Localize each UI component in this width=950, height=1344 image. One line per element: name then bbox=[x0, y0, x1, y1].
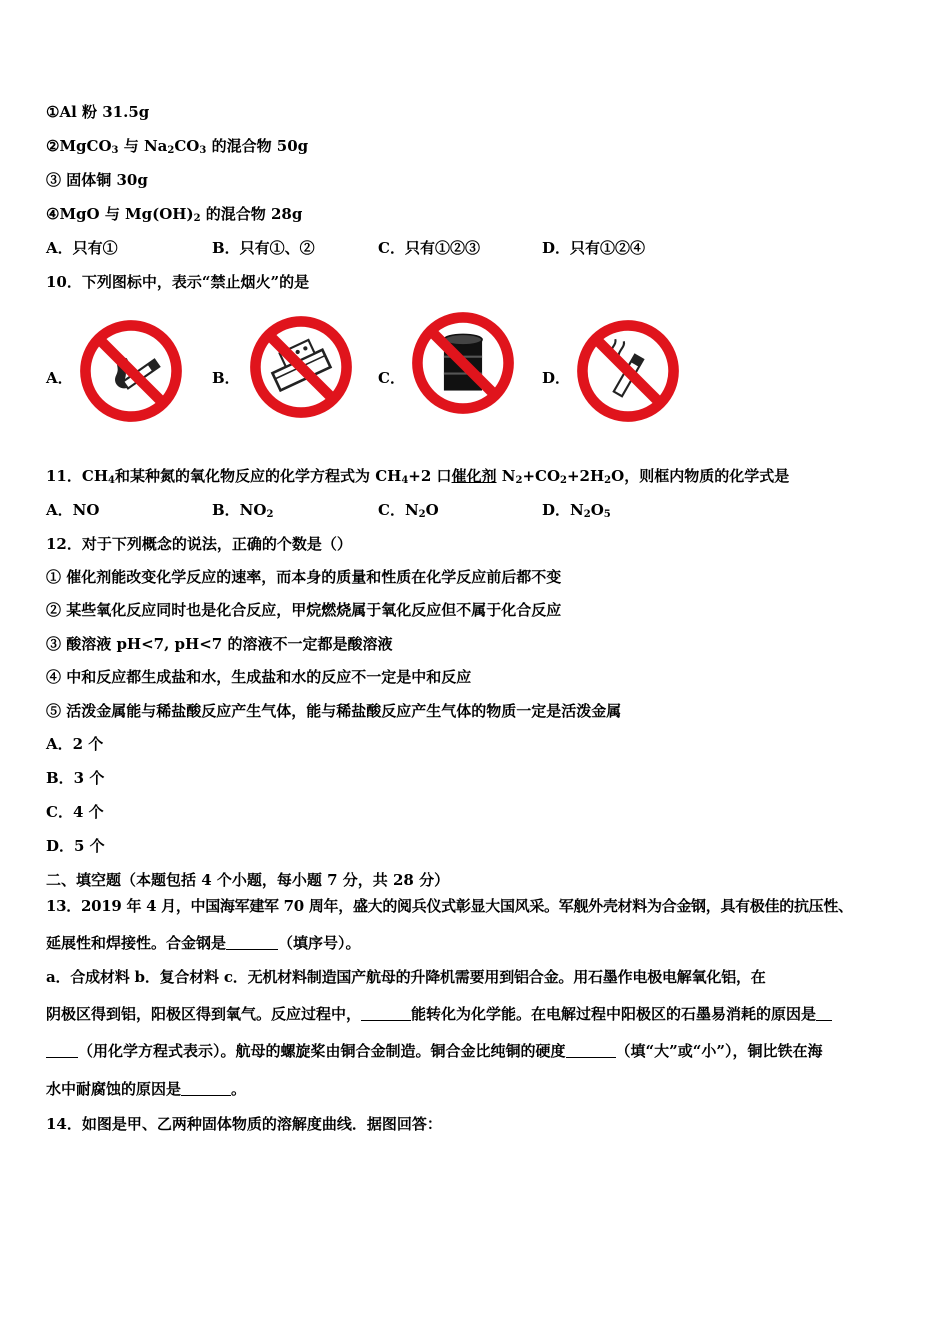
q13-line-5: （用化学方程式表示）。航母的螺旋桨由铜合金制造。铜合金比纯铜的硬度 （填“大”或“小”），铜比铁在海 bbox=[46, 1041, 823, 1061]
catalyst-label: 催化剂 bbox=[451, 467, 497, 485]
q10-label-d: D． bbox=[542, 369, 571, 387]
q9-option-b: B．只有①、② bbox=[212, 239, 315, 257]
answer-blank bbox=[361, 1006, 411, 1021]
q9-item-1: ①Al 粉 31.5g bbox=[46, 103, 150, 121]
q13-line-2: 延展性和焊接性。合金钢是 （填序号）。 bbox=[46, 934, 361, 952]
q11-stem: 11．$CH_4$和某种氮的氧化物反应的化学方程式为 $CH_4+2$ 口催化剂 $N_2+CO_2+2H_2O$，则框内物质的化学式是 bbox=[46, 467, 790, 486]
q12-option-a: A．2 个 bbox=[46, 735, 104, 753]
q12-item-5: ⑤ 活泼金属能与稀盐酸反应产生气体，能与稀盐酸反应产生气体的物质一定是活泼金属 bbox=[46, 702, 622, 720]
no-oil-drum-icon bbox=[410, 310, 516, 416]
no-smoking-fire-icon bbox=[78, 318, 184, 424]
q12-option-b: B．3 个 bbox=[46, 769, 105, 787]
q10-label-c: C． bbox=[378, 369, 405, 387]
no-matches-icon bbox=[248, 314, 354, 420]
q10-label-b: B． bbox=[212, 369, 240, 387]
q12-item-4: ④ 中和反应都生成盐和水，生成盐和水的反应不一定是中和反应 bbox=[46, 668, 472, 686]
q11-option-d: D．$N_2O_5$ bbox=[542, 501, 611, 520]
q11-option-c: C．$N_2O$ bbox=[378, 501, 439, 520]
q11-option-b: B．$NO_2$ bbox=[212, 501, 274, 520]
q9-option-a: A．只有① bbox=[46, 239, 118, 257]
q9-item-4: ④MgO 与 $Mg(OH)_2$ 的混合物 28g bbox=[46, 205, 303, 224]
q9-item-3: ③ 固体铜 30g bbox=[46, 171, 148, 189]
q10-label-a: A． bbox=[46, 369, 73, 387]
q12-item-3: ③ 酸溶液 pH<7, pH<7 的溶液不一定都是酸溶液 bbox=[46, 635, 393, 653]
q9-option-d: D．只有①②④ bbox=[542, 239, 646, 257]
q12-option-d: D．5 个 bbox=[46, 837, 105, 855]
q10-stem: 10．下列图标中，表示“禁止烟火”的是 bbox=[46, 273, 310, 291]
q13-line-3: a．合成材料 b．复合材料 c．无机材料制造国产航母的升降机需要用到铝合金。用石墨作电极电解氧化铝，在 bbox=[46, 968, 766, 986]
q12-item-1: ① 催化剂能改变化学反应的速率，而本身的质量和性质在化学反应前后都不变 bbox=[46, 568, 562, 586]
q13-line-6: 水中耐腐蚀的原因是 。 bbox=[46, 1080, 247, 1098]
answer-blank bbox=[46, 1043, 78, 1058]
q9-option-c: C．只有①②③ bbox=[378, 239, 480, 257]
q12-stem: 12．对于下列概念的说法，正确的个数是（） bbox=[46, 535, 352, 553]
q12-option-c: C．4 个 bbox=[46, 803, 104, 821]
q13-line-4: 阴极区得到铝，阳极区得到氧气。反应过程中， 能转化为化学能。在电解过程中阳极区的石墨易消耗的原因是 bbox=[46, 1004, 832, 1024]
answer-blank bbox=[181, 1081, 231, 1096]
q11-option-a: A．NO bbox=[46, 501, 100, 519]
answer-blank bbox=[226, 935, 278, 950]
answer-blank bbox=[566, 1043, 616, 1058]
section-heading: 二、填空题（本题包括 4 个小题，每小题 7 分，共 28 分） bbox=[46, 871, 450, 889]
q13-line-1: 13．2019 年 4 月，中国海军建军 70 周年，盛大的阅兵仪式彰显大国风采。军舰外壳材料为合金钢，具有极佳的抗压性、 bbox=[46, 897, 853, 915]
q12-item-2: ② 某些氧化反应同时也是化合反应，甲烷燃烧属于氧化反应但不属于化合反应 bbox=[46, 601, 562, 619]
no-smoking-icon bbox=[575, 318, 681, 424]
q9-item-2: ②MgCO$_3$ 与 $Na_2CO_3$ 的混合物 50g bbox=[46, 137, 309, 156]
answer-blank bbox=[816, 1006, 832, 1021]
q14-stem: 14．如图是甲、乙两种固体物质的溶解度曲线．据图回答： bbox=[46, 1115, 442, 1133]
